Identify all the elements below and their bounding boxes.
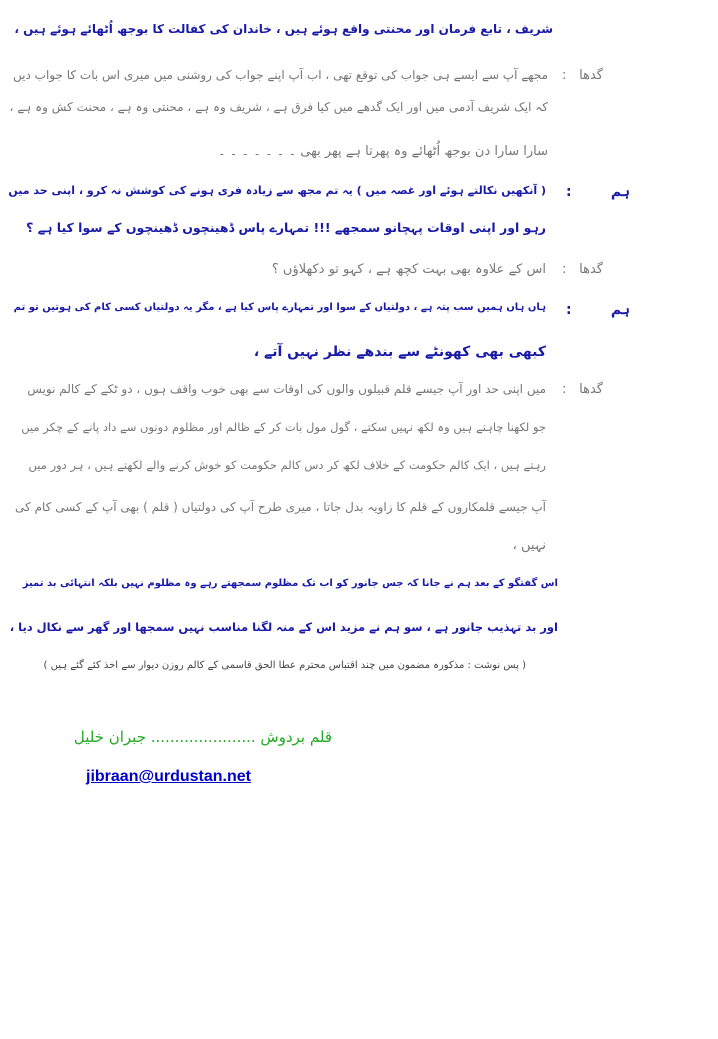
dialogue-line: اس کے علاوہ بھی بہت کچھ ہے ، کہو تو دکھلاؤں ؟ <box>271 262 546 277</box>
speaker-colon: : <box>566 302 572 318</box>
speaker-hum: ہم <box>610 184 630 200</box>
speaker-colon: : <box>562 382 567 397</box>
conclusion-line: اور بد تہذیب جانور ہے ، سو ہم نے مزید اس کے منہ لگنا مناسب نہیں سمجھا اور گھر سے نکال دیا ، <box>9 620 558 634</box>
speaker-hum: ہم <box>610 302 630 318</box>
speaker-colon: : <box>562 68 567 83</box>
speaker-gadha: گدھا <box>579 68 603 83</box>
dialogue-line: رہو اور اپنی اوقات پہچانو سمجھے !!! تمہارے پاس ڈھینچوں ڈھینچوں کے سوا کیا ہے ؟ <box>26 220 546 235</box>
dialogue-line: کبھی بھی کھونٹے سے بندھے نظر نہیں آتے ، <box>253 344 546 360</box>
author-email-link[interactable]: jibraan@urdustan.net <box>86 768 251 785</box>
dialogue-line: ہاں ہاں ہمیں سب پتہ ہے ، دولتیاں کے سوا اور تمہارے پاس کیا ہے ، مگر یہ دولتیاں کسی کام کی ہوتیں تو تم <box>13 302 546 313</box>
dialogue-line: جو لکھنا چاہتے ہیں وہ لکھ نہیں سکتے ، گول مول بات کر کے ظالم اور مظلوم دونوں سے داد پانے کے چکر میں <box>21 420 546 434</box>
speaker-colon: : <box>566 184 572 200</box>
intro-line: شریف ، تابع فرمان اور محنتی واقع ہوئے ہیں ، خاندان کی کفالت کا بوجھ اُٹھائے ہوئے ہیں ، <box>14 22 553 36</box>
dialogue-line: ( آنکھیں نکالتے ہوئے اور غصہ میں ) یہ تم مجھ سے زیادہ فری ہونے کی کوشش نہ کرو ، اپنی حد میں <box>8 184 546 197</box>
conclusion-line: اس گفتگو کے بعد ہم نے جانا کہ جس جانور کو اب تک مظلوم سمجھتے رہے وہ مظلوم نہیں بلکہ انتہائی بد تمیز <box>22 578 558 589</box>
dialogue-line: آپ جیسے قلمکاروں کے قلم کا زاویہ بدل جاتا ، میری طرح آپ کی دولتیاں ( قلم ) بھی آپ کے کسی کام کی <box>15 500 546 514</box>
dialogue-line: سارا سارا دن بوجھ اُٹھائے وہ پھرتا ہے پھر بھی ۔ ۔ ۔ ۔ ۔ ۔ ۔ <box>218 144 548 159</box>
speaker-gadha: گدھا <box>579 262 603 277</box>
dialogue-line: نہیں ، <box>512 538 546 553</box>
dialogue-line: میں اپنی حد اور آپ جیسے قلم قبیلوں والوں کی اوقات سے بھی خوب واقف ہوں ، دو ٹکے کے کالم نویس <box>27 382 546 396</box>
postscript: ( پس نوشت : مذکورہ مضمون میں چند اقتباس محترم عطا الحق قاسمی کے کالم روزن دیوار سے اخذ کئے گئے ہیں ) <box>43 660 526 671</box>
speaker-gadha: گدھا <box>579 382 603 397</box>
author-signature: قلم بردوش ...................... جبران خلیل <box>73 728 332 746</box>
dialogue-line: رہتے ہیں ، ایک کالم حکومت کے خلاف لکھ کر دس کالم حکومت کو خوش کرنے والے لکھتے ہیں ، ہر دور میں <box>28 458 546 472</box>
dialogue-line: مجھے آپ سے ایسے ہی جواب کی توقع تھی ، اب آپ اپنے جواب کی روشنی میں میری اس بات کا جواب دیں <box>13 68 548 82</box>
dialogue-line: کہ ایک شریف آدمی میں اور ایک گدھے میں کیا فرق ہے ، شریف وہ ہے ، محنتی وہ ہے ، محنت کش وہ ہے ، <box>9 100 548 114</box>
speaker-colon: : <box>562 262 567 277</box>
